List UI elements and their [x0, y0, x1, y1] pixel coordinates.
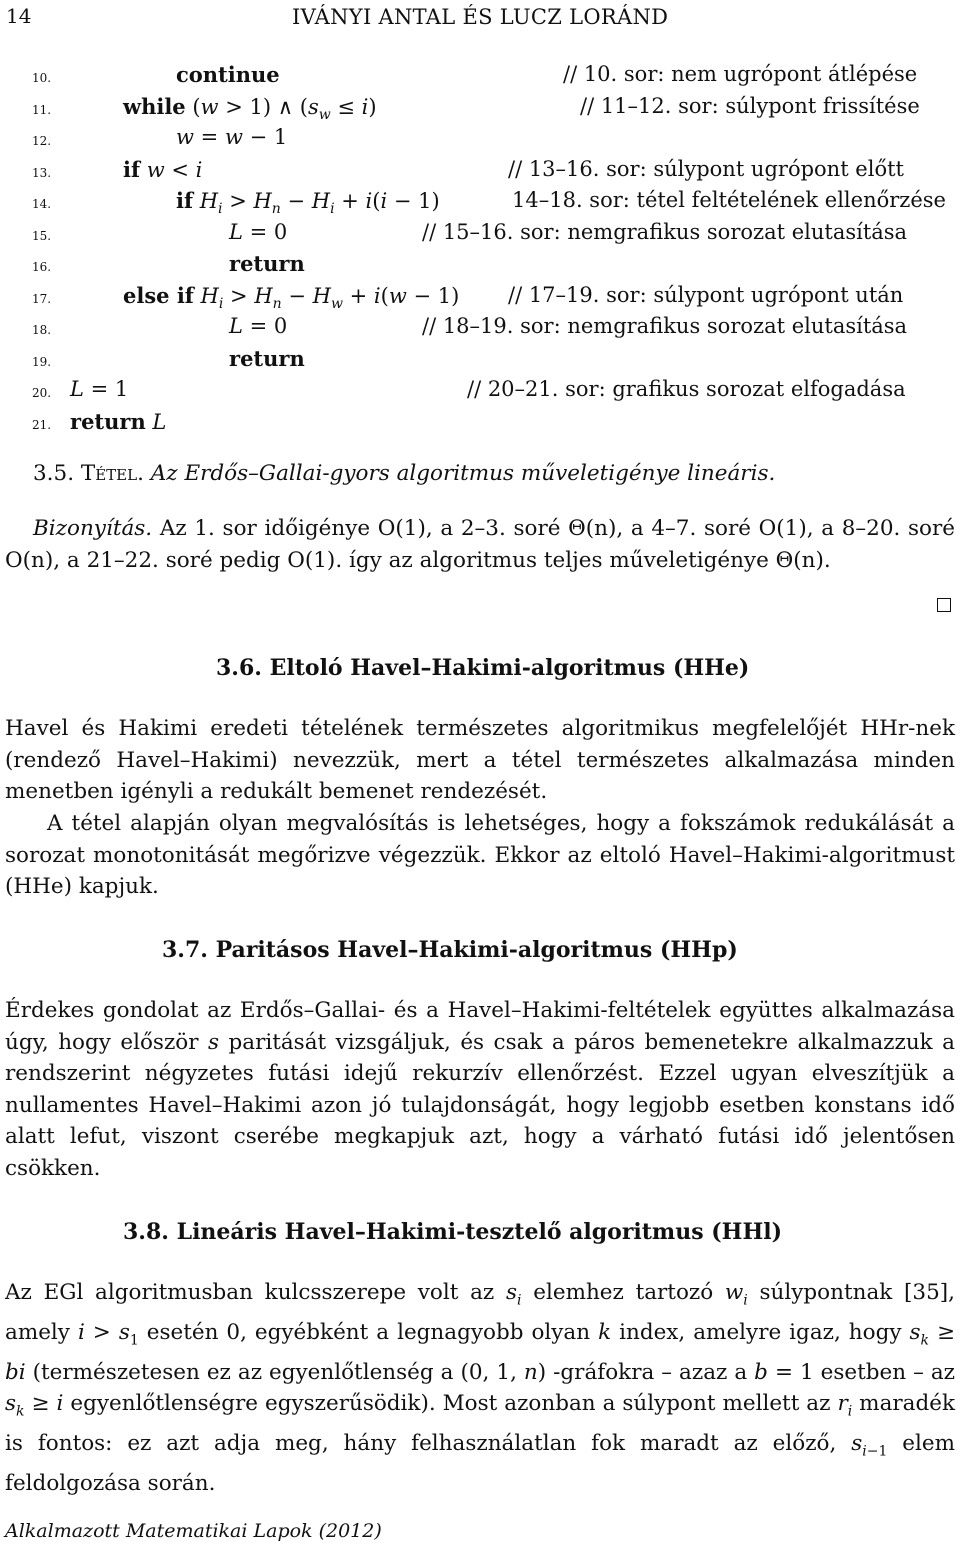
line-number: 14.: [32, 197, 52, 211]
code-text: L = 0: [229, 220, 288, 244]
code-text: w = w − 1: [176, 125, 288, 149]
code-text: else if $H_i > H_n - H_w + i(w - 1)$: [123, 283, 460, 313]
theorem-label: 3.5. Tétel.: [33, 461, 144, 486]
line-number: 13.: [32, 166, 52, 180]
paragraph: Havel és Hakimi eredeti tételének természetes algoritmikus megfelelőjét HHr-nek (rendező Havel–Hakimi) nevezzük, mert a tétel természetes alkalmazása minden menetben igényli a redukált bemenet rendezését.: [5, 716, 955, 804]
section-title: Lineáris Havel–Hakimi-tesztelő algoritmus (HHl): [176, 1219, 782, 1245]
code-comment: // 13–16. sor: súlypont ugrópont előtt: [508, 157, 904, 181]
proof: [5, 513, 955, 576]
code-comment: // 11–12. sor: súlypont frissítése: [580, 94, 920, 118]
section-number: 3.7.: [162, 937, 208, 963]
line-number: 21.: [32, 418, 52, 432]
line-number: 10.: [32, 71, 52, 85]
line-number: 12.: [32, 134, 52, 148]
proof-label: Bizonyítás.: [33, 516, 153, 541]
proof-text: Az 1. sor időigénye O(1), a 2–3. soré Θ(n), a 4–7. soré O(1), a 8–20. soré O(n), a 21–22. soré pedig O(1). így az algoritmus teljes műveletigénye Θ(n).: [5, 516, 955, 573]
code-comment: // 15–16. sor: nemgrafikus sorozat elutasítása: [422, 220, 908, 244]
line-number: 11.: [32, 103, 52, 117]
paragraph: Az EGl algoritmusban kulcsszerepe volt az $s_i$ elemhez tartozó $w_i$ súlypontnak [35], amely $i > s_1$ esetén 0, egyébként a legnagyobb olyan k index, amelyre igaz, hogy $s_k$ ≥ bi (természetesen ez az egyenlőtlenség a (0, 1, n) -gráfokra – azaz a b = 1 esetben – az $s_k \ge i$ egyenlőtlenségre egyszerűsödik). Most azonban a súlypont mellett az $r_i$ maradék is fontos: ez azt adja meg, hány felhasználatlan fok maradt az előző, $s_{i-1}$ elem feldolgozása során.: [5, 1280, 955, 1496]
section-number: 3.8.: [123, 1219, 169, 1245]
line-number: 17.: [32, 292, 52, 306]
code-text: return: [229, 346, 305, 371]
journal-footer: Alkalmazott Matematikai Lapok (2012): [5, 1520, 382, 1542]
code-comment: // 18–19. sor: nemgrafikus sorozat elutasítása: [422, 314, 908, 338]
page-number: 14: [6, 4, 32, 28]
code-text: return: [229, 251, 305, 276]
line-number: 18.: [32, 323, 52, 337]
code-text: return L: [70, 409, 167, 434]
code-comment: 14–18. sor: tétel feltételének ellenőrzése: [512, 188, 946, 212]
section-title: Paritásos Havel–Hakimi-algoritmus (HHp): [215, 937, 738, 963]
section-heading: [123, 1219, 782, 1245]
code-text: if w < i: [123, 157, 203, 182]
qed-box: [937, 598, 951, 612]
section-heading: [162, 937, 738, 963]
line-number: 16.: [32, 260, 52, 274]
paragraph: A tétel alapján olyan megvalósítás is lehetséges, hogy a fokszámok redukálását a sorozat monotonitását megőrizve végezzük. Ekkor az eltoló Havel–Hakimi-algoritmust (HHe) kapjuk.: [5, 811, 955, 899]
section-title: Eltoló Havel–Hakimi-algoritmus (HHe): [269, 655, 750, 681]
code-text: L = 0: [229, 314, 288, 338]
theorem: [33, 461, 775, 486]
running-title: IVÁNYI ANTAL ÉS LUCZ LORÁND: [292, 5, 669, 29]
code-comment: // 20–21. sor: grafikus sorozat elfogadása: [467, 377, 906, 401]
section-heading: [216, 655, 749, 681]
theorem-text: Az Erdős–Gallai-gyors algoritmus műveletigénye lineáris.: [150, 461, 776, 486]
line-number: 20.: [32, 386, 52, 400]
code-comment: // 17–19. sor: súlypont ugrópont után: [508, 283, 904, 307]
code-text: L = 1: [70, 377, 129, 401]
code-text: if $H_i > H_n - H_i + i(i - 1)$: [176, 188, 440, 218]
code-comment: // 10. sor: nem ugrópont átlépése: [563, 62, 918, 86]
section-number: 3.6.: [216, 655, 262, 681]
line-number: 15.: [32, 229, 52, 243]
paragraph: Érdekes gondolat az Erdős–Gallai- és a Havel–Hakimi-feltételek együttes alkalmazása úgy, hogy először s paritását vizsgáljuk, és csak a páros bemenetekre alkalmazzuk a rendszerint négyzetes futási idejű rekurzív ellenőrzést. Ezzel ugyan elveszítjük a nullamentes Havel–Hakimi azon jó tulajdonságát, hogy legjobb esetben konstans idő alatt lefut, viszont cserébe megkapjuk azt, hogy a várható futási idő jelentősen csökken.: [5, 998, 955, 1181]
code-text: continue: [176, 62, 280, 87]
code-text: while (w > 1) ∧ $(s_w \le i)$: [123, 94, 377, 124]
line-number: 19.: [32, 355, 52, 369]
